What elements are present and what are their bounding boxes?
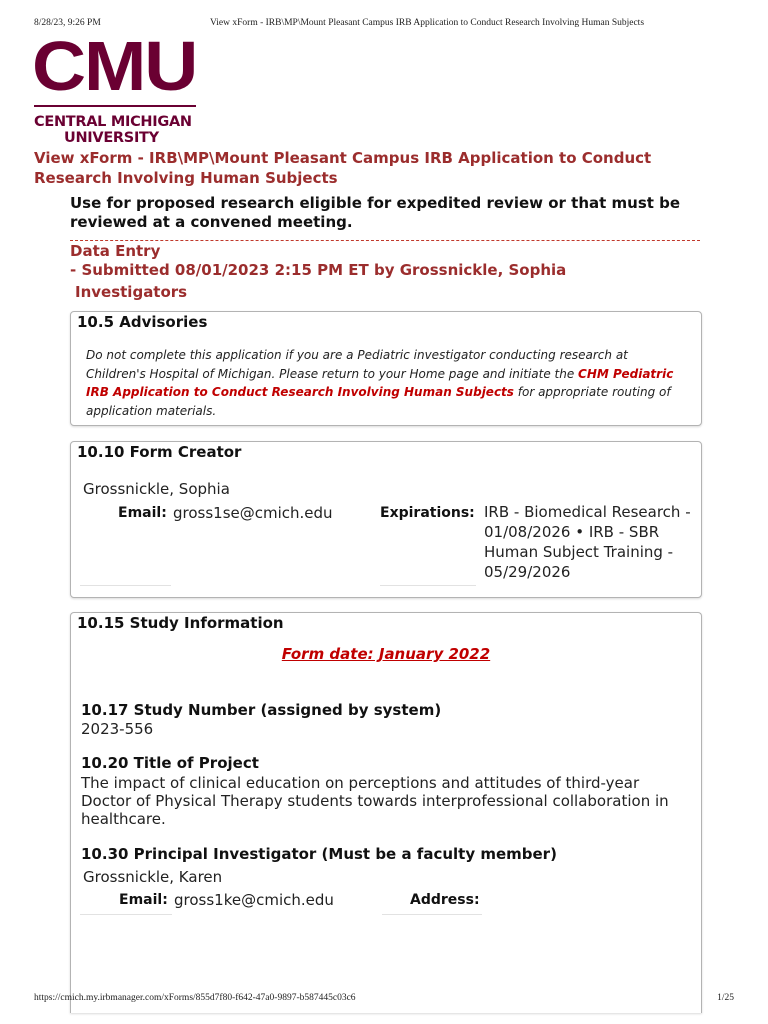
pi-address-label: Address: [410,892,480,908]
section-label-investigators: Investigators [75,283,188,301]
print-url[interactable]: https://cmich.my.irbmanager.com/xForms/855d7f80-f642-47a0-9897-b587445c03c6 [34,993,356,1003]
print-footer [34,993,734,1007]
project-title: The impact of clinical education on perceptions and attitudes of third-year Doctor of Physical Therapy students towards interprofessional collaboration in healthcare. [81,774,669,828]
print-document-title: View xForm - IRB\MP\Mount Pleasant Campus IRB Application to Conduct Research Involving Human Subjects [210,18,645,28]
cmu-logo-mark: CMU [32,27,197,105]
dashed-divider [70,240,700,241]
cell-divider [380,585,476,586]
panel-advisories [70,311,702,426]
status-state: Data Entry [70,242,161,260]
cmu-logo-wordmark [34,114,202,146]
print-datetime: 8/28/23, 9:26 PM [34,18,101,28]
panel-study-information [70,612,702,1013]
cell-divider [80,914,172,915]
advisory-text-after: for appropriate routing of application materials. [86,385,671,418]
print-page-number: 1/25 [717,993,734,1003]
creator-email-label: Email: [118,505,167,521]
creator-expirations-label: Expirations: [380,505,475,521]
project-title-label: 10.20 Title of Project [81,754,259,772]
logo-line-1: CENTRAL MICHIGAN [34,114,192,130]
pi-email[interactable]: gross1ke@cmich.edu [174,891,334,909]
panel-heading: 10.15 Study Information [77,614,284,632]
pi-label: 10.30 Principal Investigator (Must be a faculty member) [81,845,557,863]
logo-line-2: UNIVERSITY [64,130,159,146]
creator-name: Grossnickle, Sophia [83,480,230,498]
cell-divider [80,585,171,586]
cmu-logo[interactable] [32,27,202,149]
pi-name: Grossnickle, Karen [83,868,223,886]
form-intro: Use for proposed research eligible for expedited review or that must be reviewed at a convened meeting. [70,194,681,231]
logo-rule [34,105,196,107]
page-title: View xForm - IRB\MP\Mount Pleasant Campus IRB Application to Conduct Research Involving Human Subjects [34,149,652,187]
panel-heading: 10.5 Advisories [77,313,208,331]
study-number: 2023-556 [81,720,154,738]
panel-form-creator [70,441,702,598]
status-block [70,242,710,280]
pi-email-label: Email: [119,892,168,908]
panel-heading: 10.10 Form Creator [77,443,242,461]
cell-divider [382,914,482,915]
creator-email[interactable]: gross1se@cmich.edu [173,504,333,522]
study-number-label: 10.17 Study Number (assigned by system) [81,701,442,719]
form-date: Form date: January 2022 [281,645,491,663]
chm-pediatric-link[interactable]: CHM Pediatric IRB Application to Conduct Research Involving Human Subjects [86,366,674,399]
advisory-text-before: Do not complete this application if you are a Pediatric investigator conducting research at Children's Hospital of Michigan. Please return to your Home page and initiate the [86,348,628,381]
status-submitted: - Submitted 08/01/2023 2:15 PM ET by Grossnickle, Sophia [70,261,567,279]
creator-expirations: IRB - Biomedical Research - 01/08/2026 • IRB - SBR Human Subject Training - 05/29/2026 [484,503,691,581]
advisory-text [86,346,686,420]
